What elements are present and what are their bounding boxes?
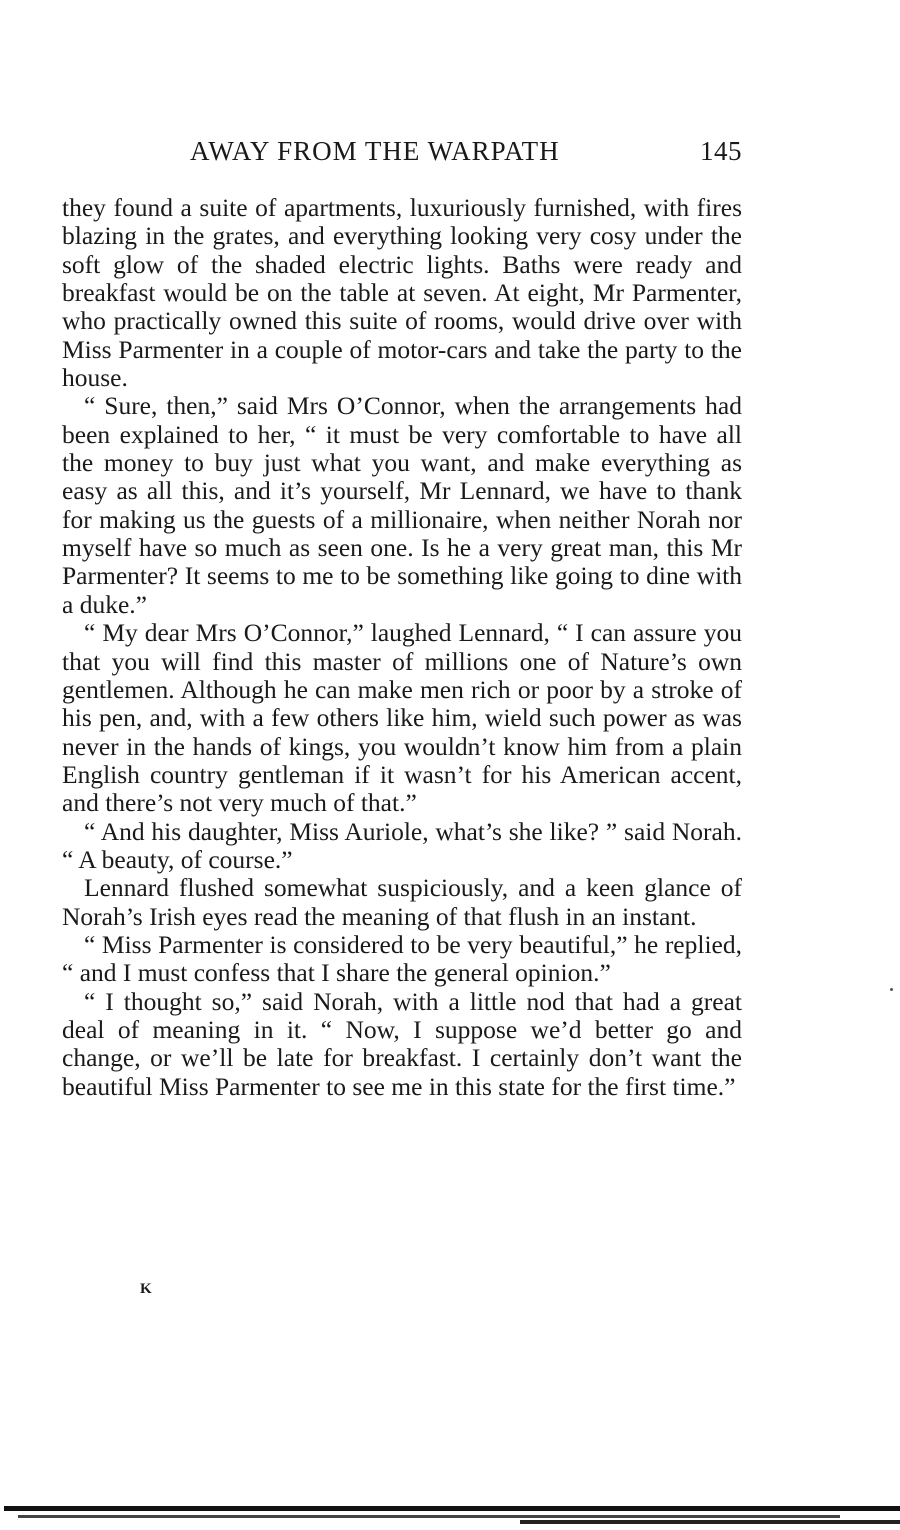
- paragraph-2: “ Sure, then,” said Mrs O’Connor, when the arrangements had been explained to her, “ it must be very comfortable to have all the money to buy just what you want, and make everything as easy as all this, and it’s yourself, Mr Lennard, we have to thank for making us the guests of a millionaire, when neither Norah nor myself have so much as seen one. Is he a very great man, this Mr Parmenter? It seems to me to be something like going to dine with a duke.”: [62, 391, 742, 619]
- body-text: [62, 194, 742, 1101]
- scan-edge-line: [18, 1515, 840, 1518]
- paragraph-1: they found a suite of apartments, luxuriously furnished, with fires blazing in the grates, and everything looking very cosy under the soft glow of the shaded electric lights. Baths were ready and breakfast would be on the table at seven. At eight, Mr Parmenter, who practically owned this suite of rooms, would drive over with Miss Parmenter in a couple of motor-cars and take the party to the house.: [62, 193, 742, 393]
- paragraph-4: “ And his daughter, Miss Auriole, what’s she like? ” said Norah. “ A beauty, of course.”: [62, 816, 742, 874]
- page-number: 145: [700, 136, 742, 166]
- paragraph-7: “ I thought so,” said Norah, with a little nod that had a great deal of meaning in it. “ Now, I suppose we’d better go and change, or we’ll be late for breakfast. I certainly don’t want the beautiful Miss Parmenter to see me in this state for the first time.”: [62, 986, 742, 1101]
- paragraph-3: “ My dear Mrs O’Connor,” laughed Lennard, “ I can assure you that you will find this master of millions one of Nature’s own gentlemen. Although he can make men rich or poor by a stroke of his pen, and, with a few others like him, wield such power as was never in the hands of kings, you wouldn’t know him from a plain English country gentleman if it wasn’t for his American accent, and there’s not very much of that.”: [62, 618, 742, 818]
- paragraph-6: “ Miss Parmenter is considered to be very beautiful,” he replied, “ and I must confess that I share the general opinion.”: [62, 929, 742, 988]
- scan-edge-line: [4, 1506, 900, 1511]
- scan-speck: [890, 988, 893, 991]
- scan-edge-line: [520, 1520, 900, 1524]
- signature-mark: K: [140, 1281, 153, 1297]
- page-header: [62, 136, 742, 170]
- running-title: AWAY FROM THE WARPATH: [190, 136, 560, 166]
- scan-edge: [0, 1500, 900, 1530]
- paragraph-5: Lennard flushed somewhat suspiciously, and a keen glance of Norah’s Irish eyes read the meaning of that flush in an instant.: [62, 873, 742, 931]
